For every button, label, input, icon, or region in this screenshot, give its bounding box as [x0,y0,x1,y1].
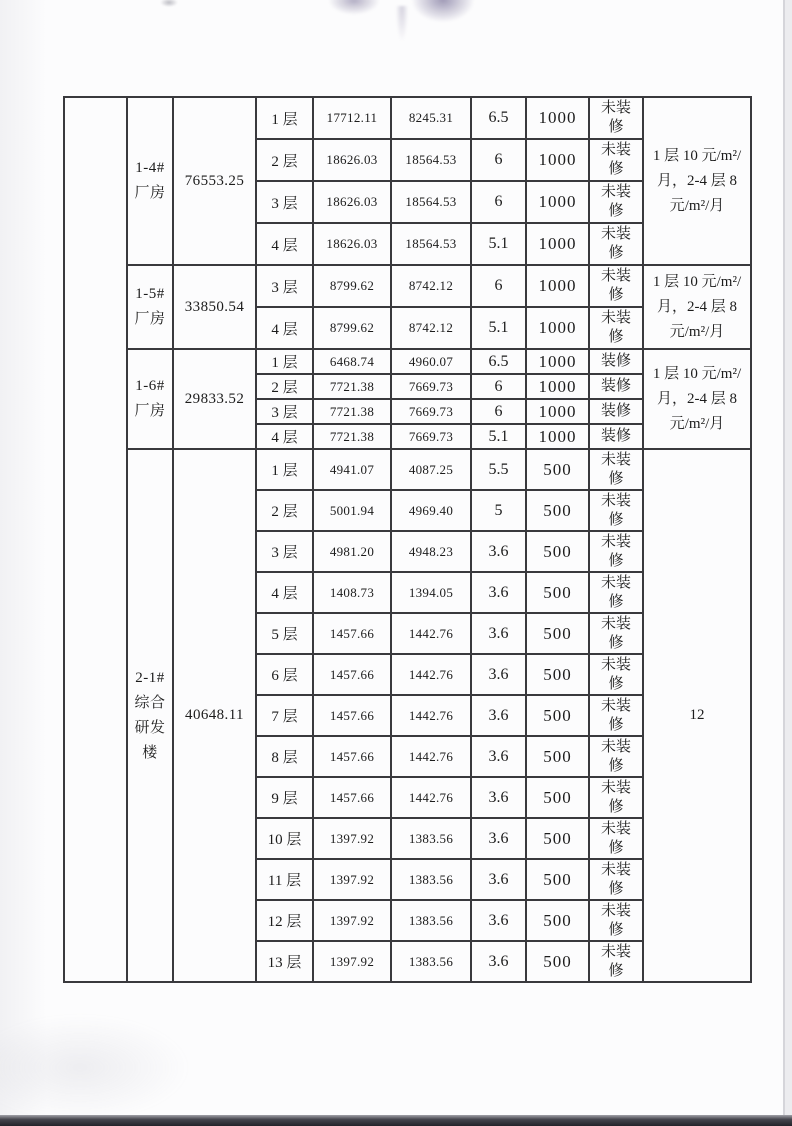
capacity-cell: 500 [526,777,589,818]
capacity-cell: 500 [526,900,589,941]
rentable-area-cell: 1383.56 [391,941,471,982]
building-name-cell [127,449,173,982]
area-cell: 1397.92 [313,900,391,941]
capacity-cell: 500 [526,941,589,982]
height-cell: 3.6 [471,818,526,859]
status-text: 未装修 [601,779,632,815]
area-cell: 6468.74 [313,349,391,374]
status-text: 装修 [601,353,632,369]
scan-corner-shadow [0,1015,190,1120]
ink-smudge [396,6,408,40]
capacity-cell: 500 [526,695,589,736]
height-cell: 6 [471,265,526,307]
status-text: 装修 [601,428,632,444]
floor-cell: 12 层 [256,900,313,941]
rentable-area-cell: 18564.53 [391,223,471,265]
status-cell [589,490,643,531]
rentable-area-cell: 4960.07 [391,349,471,374]
floor-cell: 4 层 [256,424,313,449]
height-cell: 3.6 [471,777,526,818]
status-cell [589,349,643,374]
rentable-area-cell: 7669.73 [391,399,471,424]
status-text: 装修 [601,403,632,419]
left-empty-cell [64,97,127,982]
area-cell: 7721.38 [313,374,391,399]
area-cell: 4941.07 [313,449,391,490]
status-cell [589,139,643,181]
capacity-cell: 500 [526,490,589,531]
floor-cell: 2 层 [256,490,313,531]
status-text: 未装修 [601,451,632,487]
building-name-cell [127,265,173,349]
area-cell: 7721.38 [313,424,391,449]
status-cell [589,307,643,349]
building-name: 2-1# 综合研发楼 [134,669,166,761]
height-cell: 3.6 [471,654,526,695]
status-cell [589,695,643,736]
height-cell: 3.6 [471,572,526,613]
status-text: 未装修 [601,310,632,345]
status-cell [589,181,643,223]
capacity-cell: 500 [526,572,589,613]
ink-smudge [328,0,380,15]
height-cell: 3.6 [471,859,526,900]
area-cell: 18626.03 [313,139,391,181]
area-cell: 1457.66 [313,777,391,818]
ink-smudge [412,0,474,22]
building-name: 1-4# 厂房 [134,160,166,201]
height-cell: 6 [471,374,526,399]
status-text: 未装修 [601,820,632,856]
area-cell: 1457.66 [313,654,391,695]
rentable-area-cell: 8742.12 [391,307,471,349]
status-cell [589,613,643,654]
capacity-cell: 1000 [526,349,589,374]
capacity-cell: 1000 [526,223,589,265]
status-text: 未装修 [601,268,632,303]
ink-smudge [160,0,178,7]
status-text: 未装修 [601,184,632,219]
status-cell [589,265,643,307]
height-cell: 6.5 [471,97,526,139]
total-area-cell: 29833.52 [173,349,256,449]
capacity-cell: 1000 [526,97,589,139]
capacity-cell: 1000 [526,139,589,181]
status-cell [589,399,643,424]
status-cell [589,223,643,265]
status-text: 装修 [601,378,632,394]
building-name-cell [127,349,173,449]
floor-cell: 1 层 [256,97,313,139]
area-cell: 1457.66 [313,613,391,654]
area-cell: 1397.92 [313,818,391,859]
price-note: 12 [689,707,705,723]
floor-cell: 4 层 [256,307,313,349]
price-note: 1 层 10 元/m²/月，2-4 层 8 元/m²/月 [652,147,742,214]
height-cell: 5.1 [471,424,526,449]
capacity-cell: 500 [526,531,589,572]
area-cell: 18626.03 [313,223,391,265]
area-cell: 1408.73 [313,572,391,613]
total-area-cell: 40648.11 [173,449,256,982]
height-cell: 3.6 [471,695,526,736]
area-cell: 17712.11 [313,97,391,139]
area-cell: 5001.94 [313,490,391,531]
rentable-area-cell: 1442.76 [391,613,471,654]
building-name: 1-6# 厂房 [134,378,166,419]
table-row [64,265,751,307]
height-cell: 5.5 [471,449,526,490]
status-text: 未装修 [601,697,632,733]
rentable-area-cell: 7669.73 [391,424,471,449]
total-area-cell: 33850.54 [173,265,256,349]
scan-right-shadow [785,0,792,1126]
floor-cell: 10 层 [256,818,313,859]
building-floor-area-table [63,96,752,983]
capacity-cell: 1000 [526,399,589,424]
status-cell [589,424,643,449]
price-note: 1 层 10 元/m²/月，2-4 层 8 元/m²/月 [652,273,742,340]
status-cell [589,374,643,399]
floor-cell: 4 层 [256,572,313,613]
floor-cell: 2 层 [256,139,313,181]
area-cell: 8799.62 [313,307,391,349]
table-row [64,349,751,374]
height-cell: 3.6 [471,736,526,777]
area-cell: 7721.38 [313,399,391,424]
price-note: 1 层 10 元/m²/月，2-4 层 8 元/m²/月 [652,365,742,432]
floor-cell: 4 层 [256,223,313,265]
scan-bottom-edge [0,1115,792,1126]
table-row [64,449,751,490]
area-cell: 1397.92 [313,859,391,900]
status-text: 未装修 [601,656,632,692]
floor-cell: 9 层 [256,777,313,818]
area-cell: 1397.92 [313,941,391,982]
rentable-area-cell: 8742.12 [391,265,471,307]
rentable-area-cell: 1383.56 [391,818,471,859]
floor-cell: 11 层 [256,859,313,900]
capacity-cell: 500 [526,859,589,900]
height-cell: 5.1 [471,307,526,349]
capacity-cell: 1000 [526,424,589,449]
status-text: 未装修 [601,902,632,938]
status-cell [589,654,643,695]
rentable-area-cell: 8245.31 [391,97,471,139]
status-text: 未装修 [601,142,632,177]
capacity-cell: 500 [526,654,589,695]
rentable-area-cell: 18564.53 [391,139,471,181]
rentable-area-cell: 18564.53 [391,181,471,223]
price-note-cell [643,449,751,982]
capacity-cell: 500 [526,818,589,859]
floor-cell: 1 层 [256,349,313,374]
status-text: 未装修 [601,533,632,569]
status-text: 未装修 [601,861,632,897]
height-cell: 3.6 [471,941,526,982]
rentable-area-cell: 4948.23 [391,531,471,572]
status-text: 未装修 [601,943,632,979]
capacity-cell: 1000 [526,307,589,349]
status-text: 未装修 [601,615,632,651]
capacity-cell: 500 [526,613,589,654]
height-cell: 6 [471,139,526,181]
status-cell [589,572,643,613]
rentable-area-cell: 4087.25 [391,449,471,490]
rentable-area-cell: 1383.56 [391,900,471,941]
status-cell [589,531,643,572]
height-cell: 3.6 [471,613,526,654]
status-cell [589,859,643,900]
status-cell [589,900,643,941]
status-text: 未装修 [601,100,632,135]
building-name: 1-5# 厂房 [134,286,166,327]
area-cell: 4981.20 [313,531,391,572]
floor-cell: 3 层 [256,531,313,572]
capacity-cell: 1000 [526,265,589,307]
floor-cell: 13 层 [256,941,313,982]
area-cell: 8799.62 [313,265,391,307]
table-row [64,97,751,139]
status-cell [589,777,643,818]
rentable-area-cell: 4969.40 [391,490,471,531]
status-text: 未装修 [601,574,632,610]
height-cell: 3.6 [471,531,526,572]
total-area-cell: 76553.25 [173,97,256,265]
area-cell: 1457.66 [313,695,391,736]
building-name-cell [127,97,173,265]
rentable-area-cell: 1442.76 [391,695,471,736]
rentable-area-cell: 1442.76 [391,654,471,695]
capacity-cell: 1000 [526,374,589,399]
capacity-cell: 500 [526,736,589,777]
area-cell: 1457.66 [313,736,391,777]
floor-cell: 2 层 [256,374,313,399]
rentable-area-cell: 1442.76 [391,777,471,818]
floor-cell: 5 层 [256,613,313,654]
status-cell [589,97,643,139]
area-cell: 18626.03 [313,181,391,223]
height-cell: 3.6 [471,900,526,941]
rentable-area-cell: 1442.76 [391,736,471,777]
status-text: 未装修 [601,226,632,261]
floor-cell: 3 层 [256,181,313,223]
height-cell: 6 [471,399,526,424]
status-cell [589,941,643,982]
rentable-area-cell: 7669.73 [391,374,471,399]
status-cell [589,449,643,490]
rentable-area-cell: 1394.05 [391,572,471,613]
floor-cell: 3 层 [256,265,313,307]
floor-cell: 7 层 [256,695,313,736]
price-note-cell [643,97,751,265]
price-note-cell [643,265,751,349]
status-cell [589,736,643,777]
floor-cell: 3 层 [256,399,313,424]
height-cell: 6 [471,181,526,223]
status-text: 未装修 [601,492,632,528]
capacity-cell: 500 [526,449,589,490]
status-text: 未装修 [601,738,632,774]
price-note-cell [643,349,751,449]
rentable-area-cell: 1383.56 [391,859,471,900]
status-cell [589,818,643,859]
floor-cell: 8 层 [256,736,313,777]
height-cell: 6.5 [471,349,526,374]
height-cell: 5.1 [471,223,526,265]
floor-cell: 6 层 [256,654,313,695]
capacity-cell: 1000 [526,181,589,223]
height-cell: 5 [471,490,526,531]
floor-cell: 1 层 [256,449,313,490]
scan-left-shadow [0,0,58,1126]
